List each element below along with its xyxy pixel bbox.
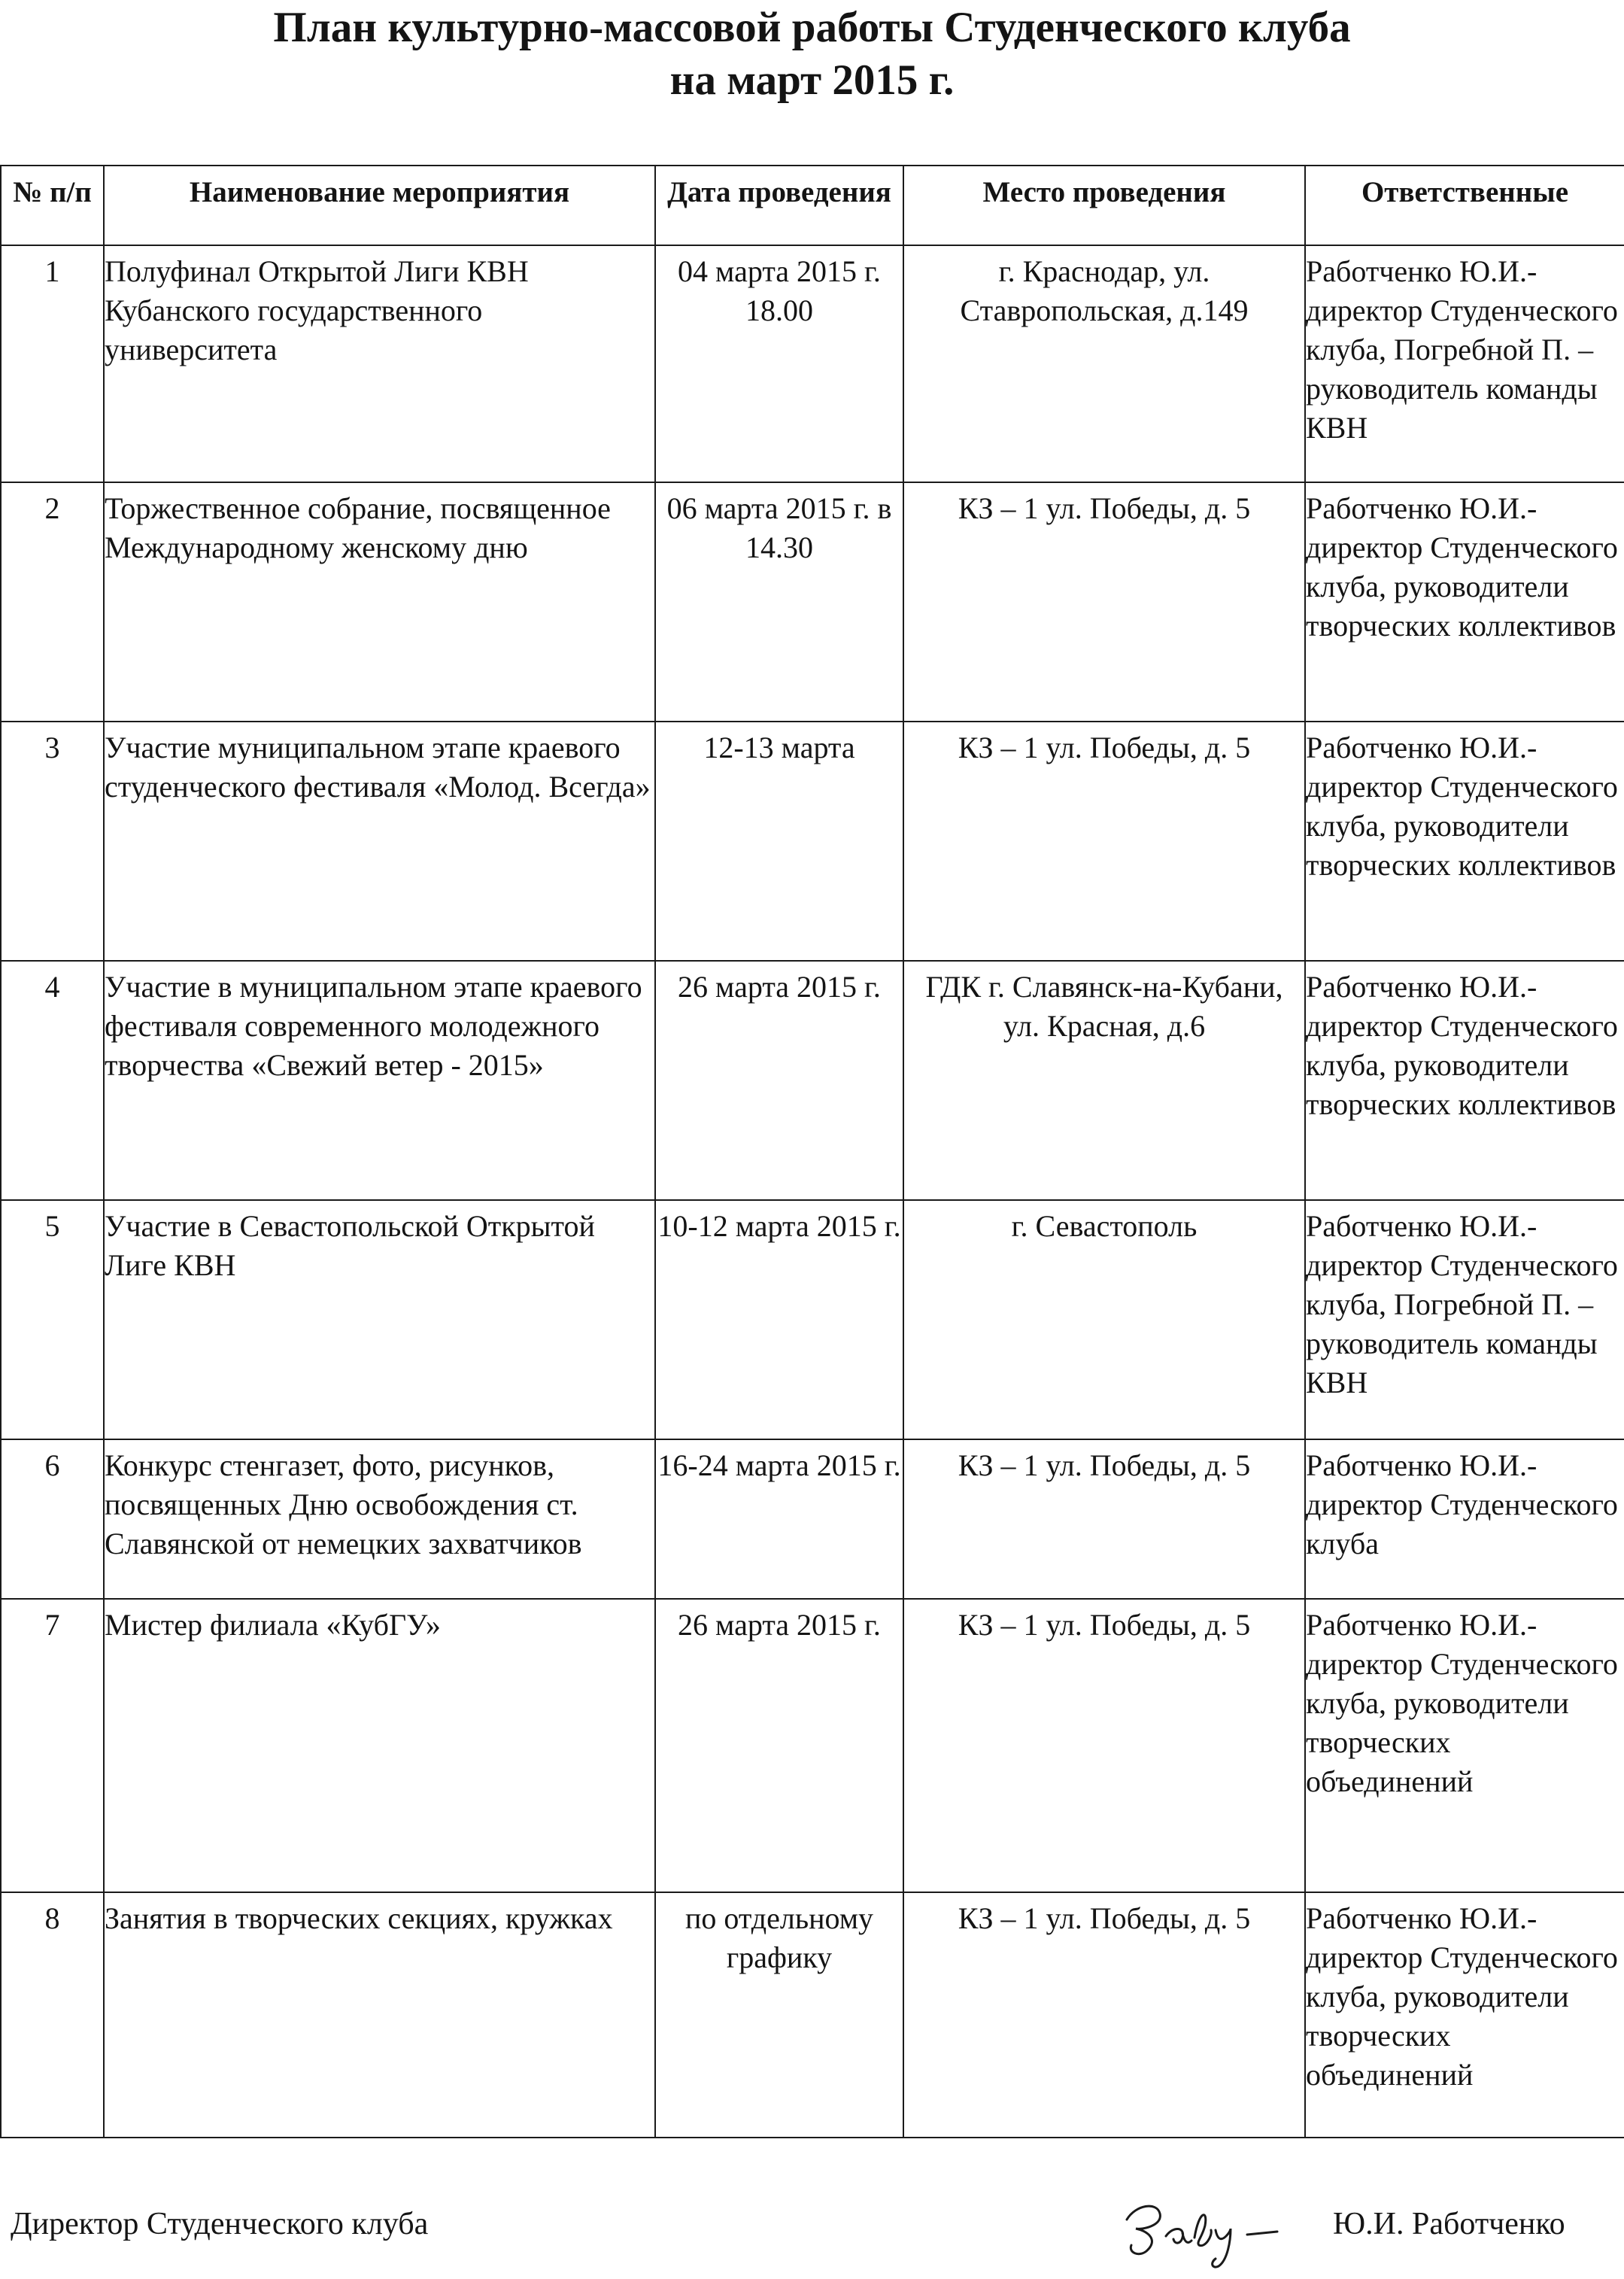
table-row xyxy=(1,1200,1624,1439)
cell-place: КЗ – 1 ул. Победы, д. 5 xyxy=(903,1439,1305,1599)
events-table xyxy=(0,165,1624,2138)
signer-name: Ю.И. Работченко xyxy=(1333,2207,1565,2241)
header-place: Место проведения xyxy=(903,166,1305,245)
table-row xyxy=(1,722,1624,961)
cell-name: Конкурс стенгазет, фото, рисунков, посвященных Дню освобождения ст. Славянской от немецких захватчиков xyxy=(104,1439,655,1599)
cell-name: Участие муниципальном этапе краевого студенческого фестиваля «Молод. Всегда» xyxy=(104,722,655,961)
cell-date: 26 марта 2015 г. xyxy=(655,961,903,1200)
table-row xyxy=(1,1599,1624,1892)
cell-place: г. Севастополь xyxy=(903,1200,1305,1439)
header-name: Наименование мероприятия xyxy=(104,166,655,245)
cell-place: КЗ – 1 ул. Победы, д. 5 xyxy=(903,1892,1305,2138)
title-line-2: на март 2015 г. xyxy=(669,56,955,104)
cell-date: 16-24 марта 2015 г. xyxy=(655,1439,903,1599)
cell-name: Торжественное собрание, посвященное Международному женскому дню xyxy=(104,482,655,722)
cell-resp: Работченко Ю.И.- директор Студенческого клуба, Погребной П. – руководитель команды КВН xyxy=(1305,1200,1624,1439)
table-row xyxy=(1,1892,1624,2138)
table-row xyxy=(1,245,1624,482)
cell-name: Полуфинал Открытой Лиги КВН Кубанского государственного университета xyxy=(104,245,655,482)
table-header-row xyxy=(1,166,1624,245)
table-row xyxy=(1,961,1624,1200)
cell-resp: Работченко Ю.И.- директор Студенческого клуба, руководители творческих коллективов xyxy=(1305,722,1624,961)
cell-name: Участие в муниципальном этапе краевого фестиваля современного молодежного творчества «Свежий ветер - 2015» xyxy=(104,961,655,1200)
cell-num: 5 xyxy=(1,1200,104,1439)
cell-place: КЗ – 1 ул. Победы, д. 5 xyxy=(903,1599,1305,1892)
signature-image xyxy=(1113,2188,1294,2271)
cell-num: 8 xyxy=(1,1892,104,2138)
document-title xyxy=(0,0,1624,107)
cell-date: по отдельному графику xyxy=(655,1892,903,2138)
cell-num: 2 xyxy=(1,482,104,722)
cell-name: Занятия в творческих секциях, кружках xyxy=(104,1892,655,2138)
cell-place: КЗ – 1 ул. Победы, д. 5 xyxy=(903,482,1305,722)
header-date: Дата проведения xyxy=(655,166,903,245)
cell-resp: Работченко Ю.И.- директор Студенческого клуба, руководители творческих коллективов xyxy=(1305,961,1624,1200)
cell-resp: Работченко Ю.И.- директор Студенческого клуба, руководители творческих коллективов xyxy=(1305,482,1624,722)
cell-place: ГДК г. Славянск-на-Кубани, ул. Красная, д.6 xyxy=(903,961,1305,1200)
cell-resp: Работченко Ю.И.- директор Студенческого клуба xyxy=(1305,1439,1624,1599)
cell-resp: Работченко Ю.И.- директор Студенческого клуба, Погребной П. – руководитель команды КВН xyxy=(1305,245,1624,482)
cell-num: 7 xyxy=(1,1599,104,1892)
cell-num: 3 xyxy=(1,722,104,961)
table-row xyxy=(1,1439,1624,1599)
cell-place: КЗ – 1 ул. Победы, д. 5 xyxy=(903,722,1305,961)
cell-num: 6 xyxy=(1,1439,104,1599)
cell-resp: Работченко Ю.И.- директор Студенческого клуба, руководители творческих объединений xyxy=(1305,1892,1624,2138)
header-resp: Ответственные xyxy=(1305,166,1624,245)
cell-date: 26 марта 2015 г. xyxy=(655,1599,903,1892)
cell-date: 04 марта 2015 г. 18.00 xyxy=(655,245,903,482)
cell-resp: Работченко Ю.И.- директор Студенческого клуба, руководители творческих объединений xyxy=(1305,1599,1624,1892)
cell-date: 06 марта 2015 г. в 14.30 xyxy=(655,482,903,722)
header-num: № п/п xyxy=(1,166,104,245)
signer-position: Директор Студенческого клуба xyxy=(11,2207,429,2241)
signature-block xyxy=(0,2188,1624,2256)
cell-num: 1 xyxy=(1,245,104,482)
cell-name: Мистер филиала «КубГУ» xyxy=(104,1599,655,1892)
cell-num: 4 xyxy=(1,961,104,1200)
cell-date: 12-13 марта xyxy=(655,722,903,961)
cell-place: г. Краснодар, ул. Ставропольская, д.149 xyxy=(903,245,1305,482)
table-row xyxy=(1,482,1624,722)
cell-name: Участие в Севастопольской Открытой Лиге КВН xyxy=(104,1200,655,1439)
cell-date: 10-12 марта 2015 г. xyxy=(655,1200,903,1439)
title-line-1: План культурно-массовой работы Студенческого клуба xyxy=(273,4,1351,51)
